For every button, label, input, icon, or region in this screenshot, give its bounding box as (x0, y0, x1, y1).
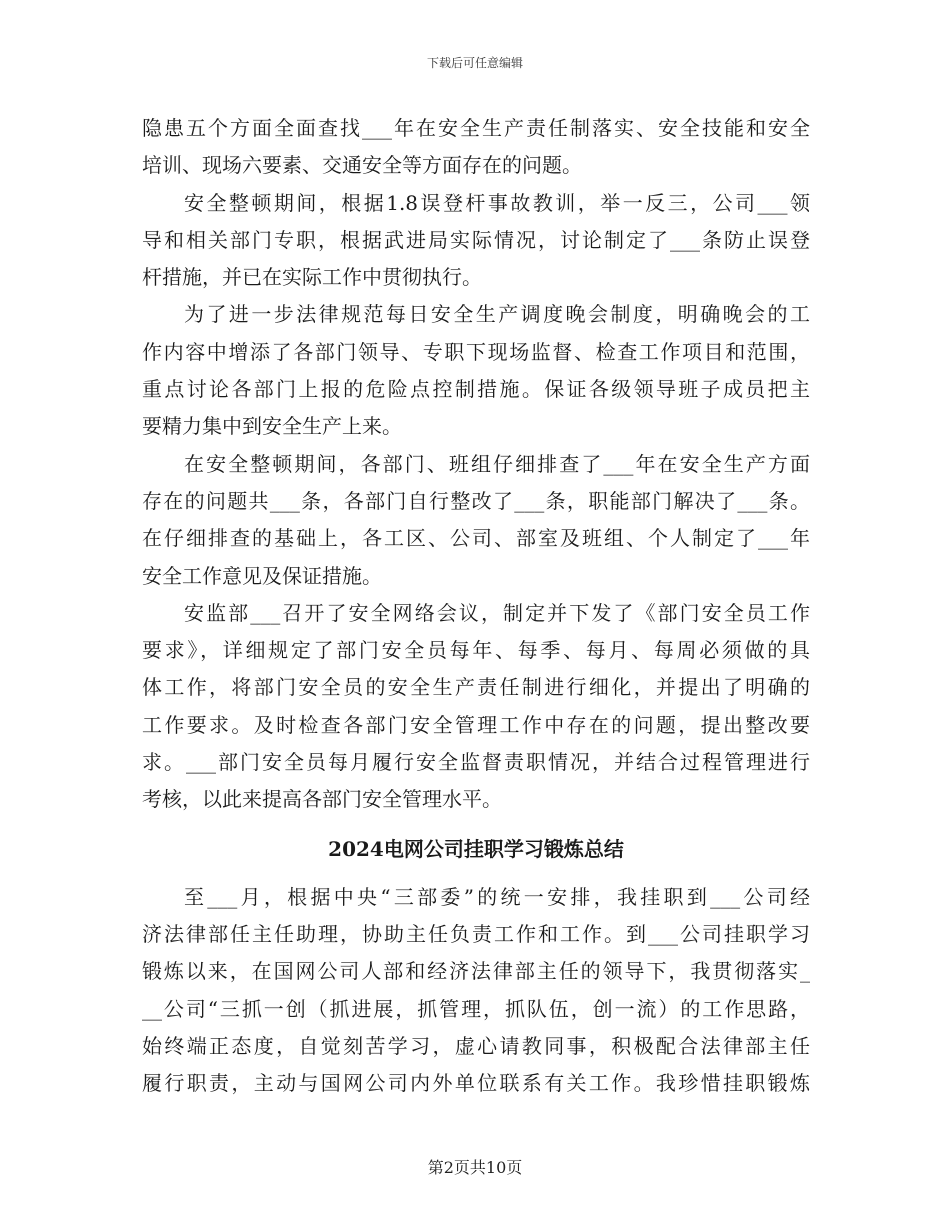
page-number: 第2页共10页 (427, 1158, 523, 1177)
document-body (142, 110, 810, 1102)
text-line: 存在的问题共___条，各部门自行整改了___条，职能部门解决了___条。 (142, 488, 810, 513)
text-line: 锻炼以来，在国网公司人部和经济法律部主任的领导下，我贯彻落实_ (142, 959, 810, 984)
section-title: 2024电网公司挂职学习锻炼总结 (328, 836, 624, 861)
text-line: 重点讨论各部门上报的危险点控制措施。保证各级领导班子成员把主 (142, 377, 810, 402)
text-line: 作内容中增添了各部门领导、专职下现场监督、检查工作项目和范围， (142, 339, 810, 364)
text-line: 要精力集中到安全生产上来。 (142, 414, 402, 439)
text-line: 培训、现场六要素、交通安全等方面存在的问题。 (142, 153, 582, 178)
text-line: 安监部___召开了安全网络会议，制定并下发了《部门安全员工作 (184, 600, 810, 625)
text-line: 体工作，将部门安全员的安全生产责任制进行细化，并提出了明确的 (142, 675, 810, 700)
text-line: 工作要求。及时检查各部门安全管理工作中存在的问题，提出整改要 (142, 712, 810, 737)
text-line: 杆措施，并已在实际工作中贯彻执行。 (142, 265, 482, 290)
text-line: 要求》，详细规定了部门安全员每年、每季、每月、每周必须做的具 (142, 638, 810, 663)
text-line: 求。___部门安全员每月履行安全监督责职情况，并结合过程管理进行 (142, 750, 810, 775)
text-line: __公司“三抓一创（抓进展，抓管理，抓队伍，创一流）的工作思路， (142, 996, 810, 1021)
text-line: 为了进一步法律规范每日安全生产调度晚会制度，明确晚会的工 (184, 302, 810, 327)
text-line: 至___月，根据中央“三部委”的统一安排，我挂职到___公司经 (184, 884, 810, 909)
text-line: 考核，以此来提高各部门安全管理水平。 (142, 787, 502, 812)
header-note: 下载后可任意编辑 (426, 56, 523, 70)
text-line: 始终端正态度，自觉刻苦学习，虚心请教同事，积极配合法律部主任 (142, 1033, 810, 1058)
text-line: 安全工作意见及保证措施。 (142, 563, 382, 588)
text-line: 履行职责，主动与国网公司内外单位联系有关工作。我珍惜挂职锻炼 (142, 1071, 810, 1096)
text-line: 济法律部任主任助理，协助主任负责工作和工作。到___公司挂职学习 (142, 921, 810, 946)
text-line: 隐患五个方面全面查找___年在安全生产责任制落实、安全技能和安全 (142, 116, 810, 140)
text-line: 在安全整顿期间，各部门、班组仔细排查了___年在安全生产方面 (184, 451, 810, 476)
text-line: 在仔细排查的基础上，各工区、公司、部室及班组、个人制定了___年 (142, 526, 810, 551)
text-line: 安全整顿期间，根据1.8误登杆事故教训，举一反三，公司___领 (184, 190, 810, 215)
text-line: 导和相关部门专职，根据武进局实际情况，讨论制定了___条防止误登 (142, 227, 810, 252)
